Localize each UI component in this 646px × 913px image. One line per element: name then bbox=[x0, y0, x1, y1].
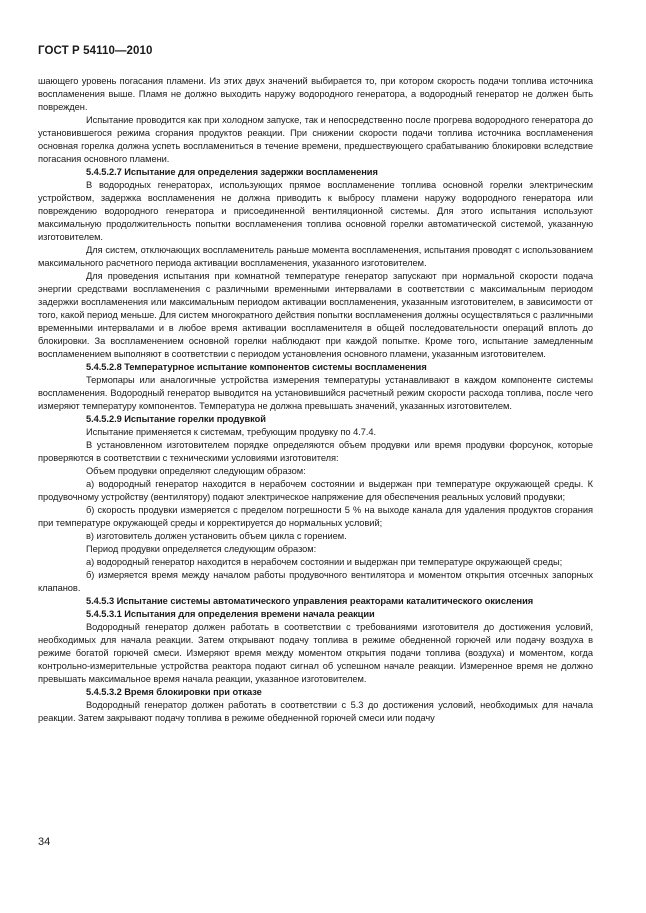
paragraph: Испытание проводится как при холодном запуске, так и непосредственно после прогрева водородного генератора до установившегося режима сгорания продуктов реакции. При снижении скорости подачи топлива источника воспламенения основная горелка должна успеть воспламениться в течение времени, предшествующего срабатыванию блокировки вследствие погасания основного пламени. bbox=[38, 115, 593, 164]
section-heading: 5.4.5.3 Испытание системы автоматического управления реакторами каталитического окисления bbox=[86, 596, 534, 606]
paragraph: Для систем, отключающих воспламенитель раньше момента воспламенения, испытания проводят с использованием максимального расчетного периода активации воспламенения, указанного изготовителем. bbox=[38, 245, 593, 268]
paragraph: б) скорость продувки измеряется с пределом погрешности 5 % на выходе канала для удаления продуктов сгорания при температуре окружающей среды и корректируется до нормальных условий; bbox=[38, 505, 593, 528]
paragraph: а) водородный генератор находится в нерабочем состоянии и выдержан при температуре окружающей среды; bbox=[86, 557, 563, 567]
paragraph: в) изготовитель должен установить объем цикла с горением. bbox=[86, 531, 347, 541]
paragraph: шающего уровень погасания пламени. Из этих двух значений выбирается то, при котором скорость подачи топлива источника воспламенения выше. Пламя не должно выходить наружу водородного генератора, а водородный генератор не должен быть поврежден. bbox=[38, 76, 593, 112]
section-heading: 5.4.5.2.8 Температурное испытание компонентов системы воспламенения bbox=[86, 362, 427, 372]
paragraph: Водородный генератор должен работать в соответствии с требованиями изготовителя до достижения условий, необходимых для начала реакции. Затем открывают подачу топлива в режиме обедненной горючей или подачу воздуха в режиме богатой горючей смеси. Измеряют время между моментом открытия подачи топлива (воздуха) и моментом, когда контрольно-измерительные устройства реактора подают сигнал об успешном начале реакции. Измеренное время не должно превышать максимальное время начала реакции, указанное изготовителем. bbox=[38, 622, 593, 684]
paragraph: В водородных генераторах, использующих прямое воспламенение топлива основной горелки электрическим устройством, задержка воспламенения не должна приводить к выбросу пламени наружу водородного генератора или повреждению водородного генератора и присоединенной вентиляционной системы. Для этого испытания используют максимальную продолжительность попытки воспламенения топлива основной горелки автоматической системой, указанную изготовителем. bbox=[38, 180, 593, 242]
page-header-standard: ГОСТ Р 54110—2010 bbox=[38, 45, 153, 57]
paragraph: В установленном изготовителем порядке определяются объем продувки или время продувки форсунок, которые проверяются в соответствии с техническими условиями изготовителя: bbox=[38, 440, 593, 463]
paragraph: Испытание применяется к системам, требующим продувку по 4.7.4. bbox=[86, 427, 377, 437]
paragraph: б) измеряется время между началом работы продувочного вентилятора и моментом открытия отсечных запорных клапанов. bbox=[38, 570, 593, 593]
paragraph: Для проведения испытания при комнатной температуре генератор запускают при нормальной скорости подача энергии средствами воспламенения с различными временными интервалами в соответствии с максимальным периодом задержки воспламенения или максимальным периодом активации воспламенения, указанным изготовителем, в зависимости от того, какой период меньше. Для систем многократного действия попытки воспламенения должны осуществляться с различными временными интервалами и в любое время активации воспламенителя в общей последовательности операций вплоть до блокировки. За воспламенением основной горелки наблюдают при каждой попытке. Кроме того, испытание замедленным воспламенением выполняют в соответствии с периодом установления основного пламени, указанным изготовителем. bbox=[38, 271, 593, 359]
section-heading: 5.4.5.3.1 Испытания для определения времени начала реакции bbox=[86, 609, 375, 619]
section-heading: 5.4.5.3.2 Время блокировки при отказе bbox=[86, 687, 262, 697]
paragraph: Период продувки определяется следующим образом: bbox=[86, 544, 317, 554]
paragraph: а) водородный генератор находится в нерабочем состоянии и выдержан при температуре окружающей среды. К продувочному устройству (вентилятору) подают электрическое напряжение для обеспечения реальных условий продувки; bbox=[38, 479, 593, 502]
section-heading: 5.4.5.2.7 Испытание для определения задержки воспламенения bbox=[86, 167, 378, 177]
document-body bbox=[38, 75, 593, 725]
page-number: 34 bbox=[38, 836, 51, 848]
section-heading: 5.4.5.2.9 Испытание горелки продувкой bbox=[86, 414, 266, 424]
paragraph: Объем продувки определяют следующим образом: bbox=[86, 466, 306, 476]
paragraph: Термопары или аналогичные устройства измерения температуры устанавливают в каждом компоненте системы воспламенения. Водородный генератор выводится на установившийся расчетный режим скорости расхода топлива, после чего измеряют температуру компонентов. Температура не должна превышать значений, указанных изготовителем. bbox=[38, 375, 593, 411]
paragraph: Водородный генератор должен работать в соответствии с 5.3 до достижения условий, необходимых для начала реакции. Затем закрывают подачу топлива в режиме обедненной горючей смеси или подачу bbox=[38, 700, 593, 723]
